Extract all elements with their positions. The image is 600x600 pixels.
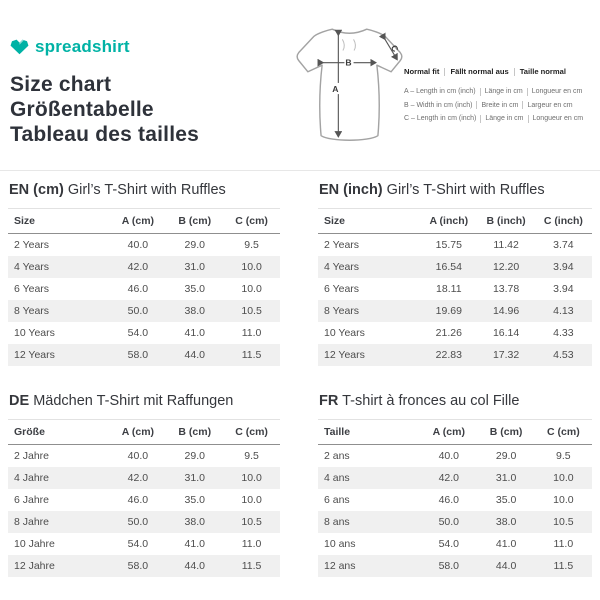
measurement-cell: 17.32 (492, 349, 520, 361)
measurement-cell: 31.0 (184, 261, 205, 273)
table-title (319, 393, 592, 409)
table-row (318, 234, 592, 257)
column-header: A (cm) (109, 420, 166, 445)
table-row (8, 278, 280, 300)
measurement-cell: 16.54 (435, 261, 462, 273)
diagram-label-a: A (332, 84, 339, 95)
measurement-cell: 10.5 (241, 305, 262, 317)
measurement-cell: 41.0 (495, 538, 517, 550)
size-cell: 6 Jahre (14, 494, 50, 506)
table-row (318, 445, 592, 468)
size-cell: 8 Jahre (14, 516, 50, 528)
tshirt-outline (297, 29, 401, 140)
measurement-cell: 46.0 (127, 494, 149, 506)
measurement-cell: 16.14 (492, 327, 520, 339)
section-divider (0, 170, 600, 171)
table-row (318, 533, 592, 555)
table-row (8, 555, 280, 577)
measurement-cell: 40.0 (127, 239, 149, 251)
table-row (8, 533, 280, 555)
measurement-cell: 10.0 (241, 494, 262, 506)
size-cell: 2 Years (324, 239, 360, 251)
table-title-rest: T-shirt à fronces au col Fille (342, 393, 520, 409)
measurement-cell: 38.0 (495, 516, 517, 528)
column-header: B (cm) (166, 420, 223, 445)
size-cell: 8 ans (324, 516, 350, 528)
size-cell: 6 Years (14, 283, 50, 295)
measurement-cell: 35.0 (495, 494, 517, 506)
measurement-cell: 11.0 (241, 327, 262, 339)
measure-a-fr: Longueur en cm (531, 88, 583, 95)
table-row (8, 511, 280, 533)
tshirt-measurement-diagram (291, 16, 409, 158)
diagram-label-b: B (345, 57, 352, 68)
measurement-cell: 10.0 (241, 261, 262, 273)
size-cell: 10 Years (14, 327, 55, 339)
size-cell: 4 ans (324, 472, 350, 484)
table-row (318, 344, 592, 366)
measurement-cell: 11.5 (241, 349, 262, 361)
measurement-cell: 10.0 (241, 283, 262, 295)
measurement-cell: 44.0 (184, 349, 205, 361)
column-header: C (cm) (223, 420, 280, 445)
measurement-cell: 4.13 (553, 305, 574, 317)
divider (527, 88, 528, 96)
table-row (8, 467, 280, 489)
measurement-cell: 11.5 (553, 560, 574, 572)
size-table-fr (318, 393, 592, 577)
measurement-cell: 29.0 (495, 450, 517, 462)
page-title-fr: Tableau des tailles (10, 123, 199, 146)
size-table (318, 208, 592, 366)
measurement-cell: 58.0 (438, 560, 460, 572)
column-header: C (cm) (223, 209, 280, 234)
measure-c-legend (404, 112, 598, 126)
size-table-en-inch (318, 182, 592, 366)
table-row (8, 344, 280, 366)
measurement-cell: 11.0 (553, 538, 574, 550)
table-row (318, 489, 592, 511)
measurement-cell: 4.53 (553, 349, 574, 361)
column-header: B (cm) (477, 420, 534, 445)
column-header: B (cm) (166, 209, 223, 234)
size-table (8, 208, 280, 366)
table-row (318, 467, 592, 489)
table-row (318, 300, 592, 322)
measure-a-legend (404, 85, 598, 99)
table-row (8, 256, 280, 278)
measurement-cell: 11.0 (241, 538, 262, 550)
measurement-cell: 29.0 (184, 239, 205, 251)
size-tables-grid (8, 182, 592, 577)
table-title-rest: Mädchen T-Shirt mit Raffungen (33, 393, 234, 409)
measurement-cell: 15.75 (435, 239, 462, 251)
measurement-cell: 22.83 (435, 349, 462, 361)
table-row (318, 322, 592, 344)
size-cell: 6 ans (324, 494, 350, 506)
size-cell: 12 Years (14, 349, 55, 361)
table-row (318, 256, 592, 278)
table-row (8, 445, 280, 468)
table-row (318, 511, 592, 533)
size-cell: 4 Years (14, 261, 50, 273)
measure-b-de: Breite in cm (481, 101, 519, 109)
fit-type-en: Normal fit (404, 67, 440, 76)
measurement-cell: 38.0 (184, 305, 205, 317)
measurement-cell: 9.5 (244, 450, 259, 462)
measurement-cell: 44.0 (495, 560, 517, 572)
size-cell: 2 Years (14, 239, 50, 251)
size-table (8, 419, 280, 577)
size-cell: 6 Years (324, 283, 360, 295)
table-row (8, 234, 280, 257)
measurement-cell: 40.0 (438, 450, 460, 462)
table-row (8, 300, 280, 322)
table-title-prefix: EN (cm) (9, 182, 64, 198)
table-title-rest: Girl’s T-Shirt with Ruffles (386, 182, 545, 198)
size-cell: 8 Years (324, 305, 360, 317)
fit-type-de: Fällt normal aus (450, 67, 509, 76)
divider (444, 68, 445, 76)
column-header: C (cm) (535, 420, 592, 445)
column-header: A (cm) (109, 209, 166, 234)
table-title-rest: Girl’s T-Shirt with Ruffles (67, 182, 226, 198)
table-title (9, 393, 280, 409)
size-cell: 12 Jahre (14, 560, 55, 572)
measurement-cell: 38.0 (184, 516, 205, 528)
size-cell: 12 ans (324, 560, 356, 572)
column-header: A (cm) (420, 420, 477, 445)
fit-type-fr: Taille normal (519, 67, 566, 76)
measurement-cell: 10.5 (241, 516, 262, 528)
size-cell: 10 ans (324, 538, 356, 550)
table-row (318, 555, 592, 577)
measurement-cell: 11.5 (241, 560, 262, 572)
size-table-de (8, 393, 280, 577)
table-title-prefix: DE (9, 393, 30, 409)
measure-a-en: A – Length in cm (inch) (404, 88, 476, 95)
table-title-prefix: EN (inch) (319, 182, 383, 198)
measurement-cell: 3.94 (553, 261, 574, 273)
measurement-cell: 42.0 (127, 472, 149, 484)
measurement-cell: 35.0 (184, 494, 205, 506)
divider (522, 101, 523, 109)
divider (480, 115, 481, 123)
measurement-cell: 31.0 (184, 472, 205, 484)
measurement-cell: 11.42 (493, 239, 519, 251)
column-header: Taille (318, 420, 420, 445)
size-cell: 2 Jahre (14, 450, 50, 462)
measure-c-de: Länge in cm (485, 115, 524, 122)
measure-c-en: C – Length in cm (inch) (404, 115, 477, 122)
column-header: C (inch) (535, 209, 592, 234)
divider (476, 101, 477, 109)
table-row (8, 489, 280, 511)
brand-logo (10, 37, 130, 57)
measurement-cell: 10.5 (553, 516, 574, 528)
measurement-cell: 50.0 (438, 516, 460, 528)
measurement-cell: 41.0 (184, 538, 205, 550)
measure-b-fr: Largeur en cm (527, 101, 573, 109)
measurement-cell: 35.0 (184, 283, 205, 295)
measurement-cell: 40.0 (127, 450, 149, 462)
measure-b-legend (404, 99, 598, 113)
measurement-cell: 4.33 (553, 327, 574, 339)
column-header: Größe (8, 420, 109, 445)
measurement-cell: 14.96 (492, 305, 520, 317)
measurement-cell: 9.5 (244, 239, 259, 251)
size-cell: 4 Jahre (14, 472, 50, 484)
divider (514, 68, 515, 76)
table-row (318, 278, 592, 300)
measurement-cell: 46.0 (127, 283, 149, 295)
measurement-cell: 10.0 (553, 472, 574, 484)
measurement-cell: 3.94 (553, 283, 574, 295)
measurement-cell: 42.0 (127, 261, 149, 273)
page-title-en: Size chart (10, 73, 112, 96)
size-table (318, 419, 592, 577)
size-cell: 8 Years (14, 305, 50, 317)
size-cell: 10 Jahre (14, 538, 55, 550)
measurement-cell: 29.0 (184, 450, 205, 462)
measurement-cell: 13.78 (492, 283, 520, 295)
column-header: Size (8, 209, 109, 234)
measurement-cell: 58.0 (127, 560, 149, 572)
table-row (8, 322, 280, 344)
measurement-cell: 44.0 (184, 560, 205, 572)
page-title-block (10, 72, 199, 147)
measurement-cell: 54.0 (438, 538, 460, 550)
measurement-cell: 9.5 (556, 450, 571, 462)
diagram-label-c: C (388, 43, 401, 54)
measurement-cell: 31.0 (495, 472, 517, 484)
table-title (319, 182, 592, 198)
fit-legend (404, 67, 598, 126)
fit-type-line (404, 67, 598, 76)
measurement-cell: 12.20 (492, 261, 520, 273)
size-cell: 12 Years (324, 349, 365, 361)
size-cell: 10 Years (324, 327, 365, 339)
measurement-cell: 46.0 (438, 494, 460, 506)
measurement-cell: 50.0 (127, 516, 149, 528)
measurement-cell: 10.0 (241, 472, 262, 484)
column-header: Size (318, 209, 420, 234)
measurement-cell: 50.0 (127, 305, 149, 317)
divider (528, 115, 529, 123)
table-title (9, 182, 280, 198)
measurement-cell: 42.0 (438, 472, 460, 484)
column-header: B (inch) (477, 209, 534, 234)
measure-a-de: Länge in cm (484, 88, 523, 95)
measurement-cell: 19.69 (435, 305, 462, 317)
measurement-cell: 10.0 (553, 494, 574, 506)
measurement-cell: 54.0 (127, 538, 149, 550)
measurement-cell: 3.74 (553, 239, 574, 251)
measurement-cell: 21.26 (435, 327, 462, 339)
measurement-cell: 54.0 (127, 327, 149, 339)
column-header: A (inch) (420, 209, 477, 234)
measure-b-en: B – Width in cm (inch) (404, 101, 473, 109)
brand-wordmark: spreadshirt (35, 37, 130, 56)
spreadshirt-heart-icon (10, 39, 29, 55)
measurement-cell: 58.0 (127, 349, 149, 361)
measurement-cell: 41.0 (184, 327, 205, 339)
table-title-prefix: FR (319, 393, 339, 409)
size-cell: 2 ans (324, 450, 350, 462)
size-table-en-cm (8, 182, 280, 366)
page-title-de: Größentabelle (10, 98, 154, 121)
size-cell: 4 Years (324, 261, 360, 273)
divider (480, 88, 481, 96)
measure-c-fr: Longueur en cm (532, 115, 584, 122)
measurement-cell: 18.11 (436, 283, 462, 295)
